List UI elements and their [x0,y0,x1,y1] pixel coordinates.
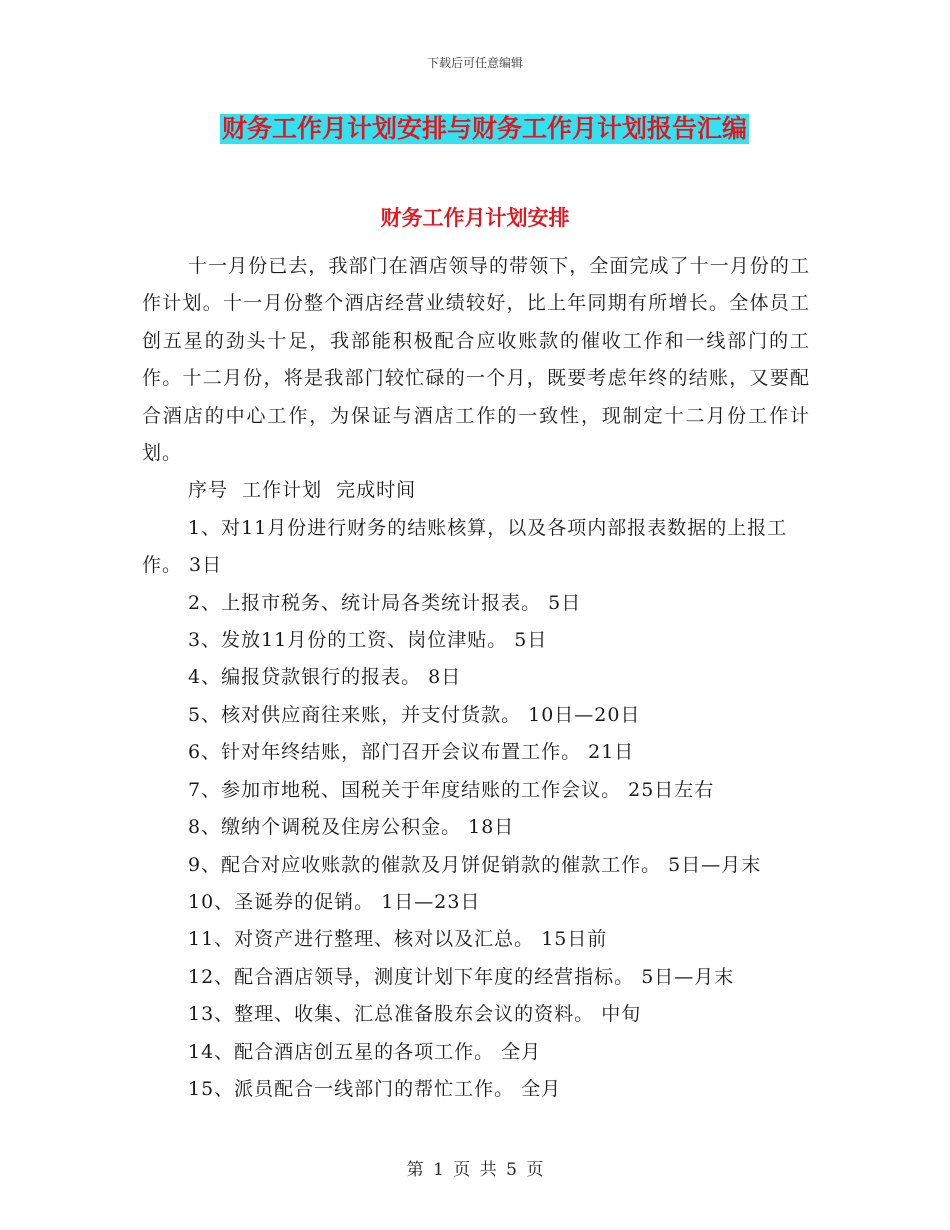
page-footer: 第 1 页 共 5 页 [406,1160,544,1180]
list-item: 14、配合酒店创五星的各项工作。 全月 [188,1040,542,1063]
list-item: 15、派员配合一线部门的帮忙工作。 全月 [188,1077,562,1100]
list-item: 4、编报贷款银行的报表。 8日 [188,666,462,689]
list-item: 13、整理、收集、汇总准备股东会议的资料。 中旬 [188,1003,642,1026]
list-item: 7、参加市地税、国税关于年度结账的工作会议。 25日左右 [188,778,715,801]
list-item: 11、对资产进行整理、核对以及汇总。 15日前 [188,928,608,951]
main-title: 财务工作月计划安排与财务工作月计划报告汇编 [222,114,748,143]
list-item: 12、配合酒店领导，测度计划下年度的经营指标。 5日—月末 [188,965,735,988]
list-item: 1、对11月份进行财务的结账核算，以及各项内部报表数据的上报工作。 3日 [142,516,788,577]
list-item: 8、缴纳个调税及住房公积金。 18日 [188,816,515,839]
list-item: 2、上报市税务、统计局各类统计报表。 5日 [188,591,582,614]
section-title: 财务工作月计划安排 [380,206,570,230]
list-item: 3、发放11月份的工资、岗位津贴。 5日 [188,629,548,652]
list-item: 9、配合对应收账款的催款及月饼促销款的催款工作。 5日—月末 [188,853,762,876]
document-body [142,248,810,1108]
header-note: 下载后可任意编辑 [426,56,523,70]
table-header: 序号 工作计划 完成时间 [188,479,417,502]
intro-paragraph: 十一月份已去，我部门在酒店领导的带领下，全面完成了十一月份的工作计划。十一月份整个酒店经营业绩较好，比上年同期有所增长。全体员工创五星的劲头十足，我部能积极配合应收账款的催收工作和一线部门的工作。十二月份，将是我部门较忙碌的一个月，既要考虑年终的结账，又要配合酒店的中心工作，为保证与酒店工作的一致性，现制定十二月份工作计划。 [142,255,810,465]
list-item: 6、针对年终结账，部门召开会议布置工作。 21日 [188,741,635,764]
list-item: 10、圣诞券的促销。 1日—23日 [188,890,481,913]
list-item: 5、核对供应商往来账，并支付货款。 10日—20日 [188,703,641,726]
